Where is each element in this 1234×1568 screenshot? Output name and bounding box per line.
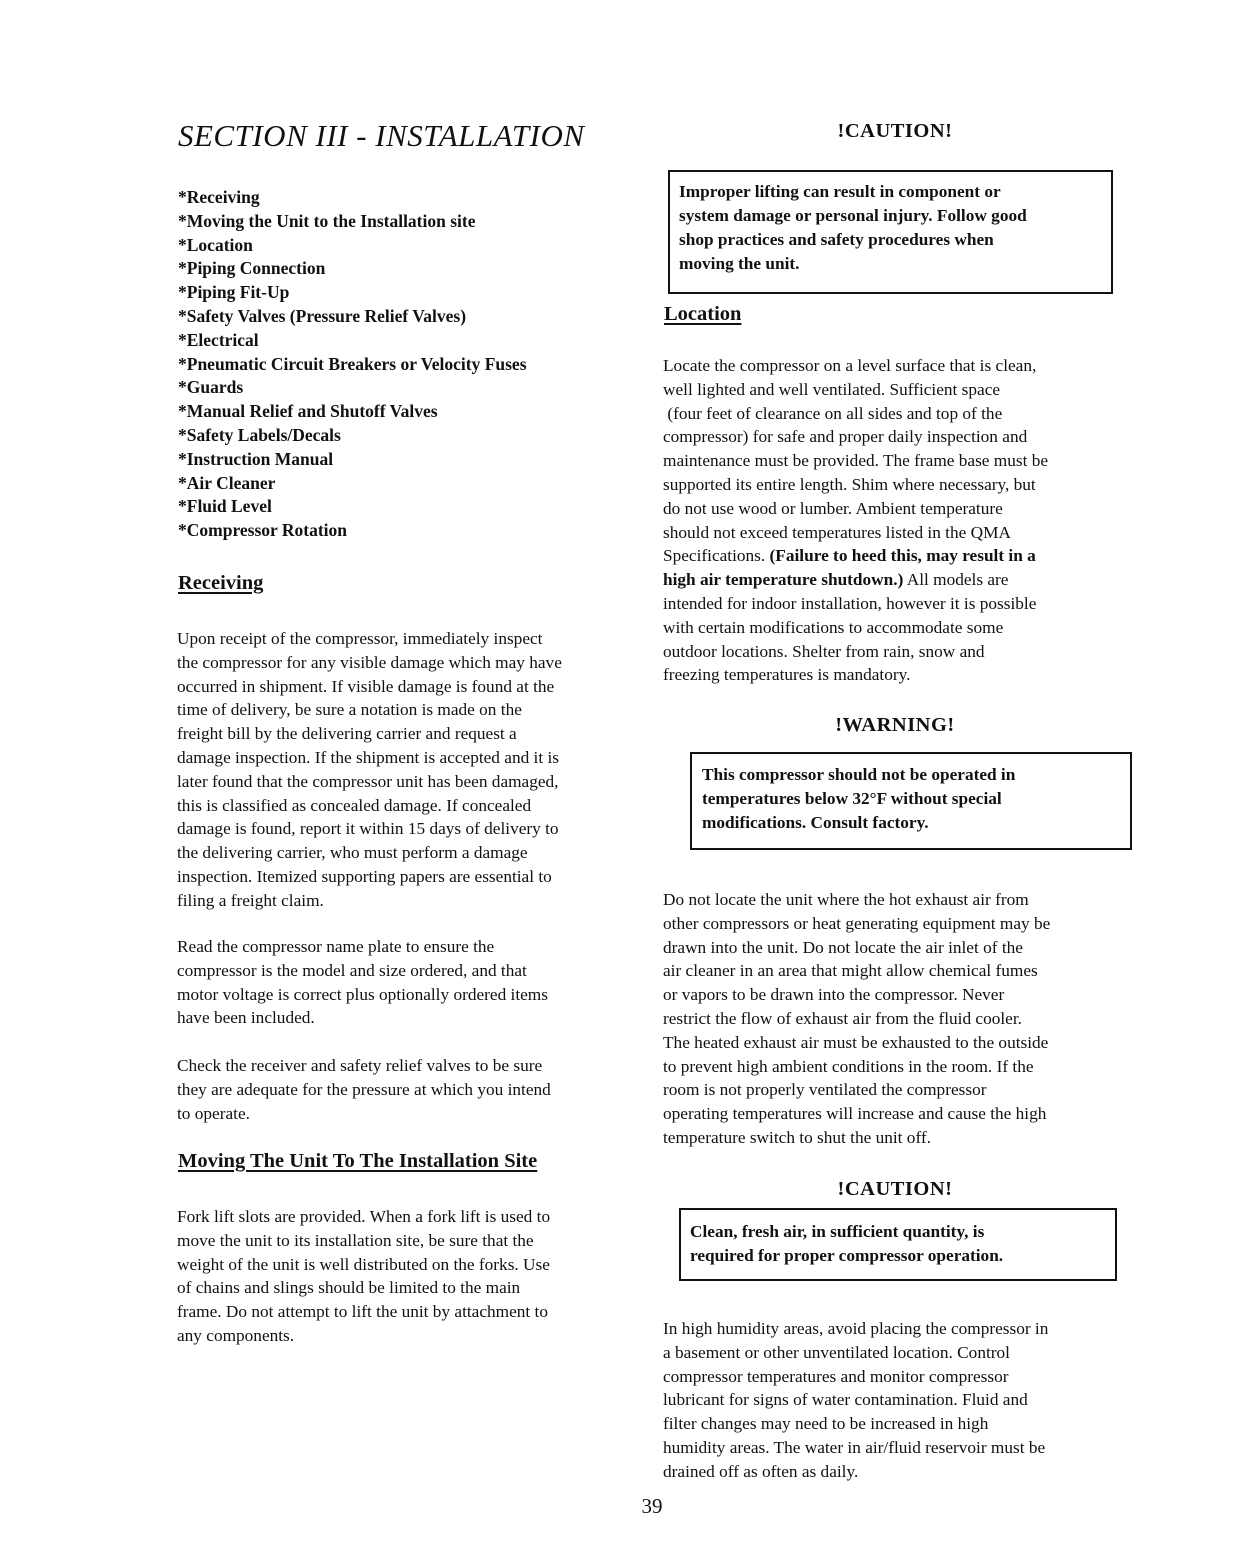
text-line: weight of the unit is well distributed on the forks. Use — [177, 1254, 550, 1274]
text-line: later found that the compressor unit has been damaged, — [177, 771, 559, 791]
text-line: to operate. — [177, 1103, 250, 1123]
text-line: inspection. Itemized supporting papers are essential to — [177, 866, 552, 886]
caution-box — [668, 170, 1113, 294]
text-line: supported its entire length. Shim where necessary, but — [663, 474, 1036, 494]
text-line: (four feet of clearance on all sides and top of the — [663, 403, 1003, 423]
text-run: Specifications. — [663, 546, 770, 566]
section-topics-list — [178, 186, 527, 543]
list-item: *Safety Labels/Decals — [178, 424, 341, 445]
text-line: or vapors to be drawn into the compressor. Never — [663, 985, 1005, 1005]
warning-title: !WARNING! — [835, 714, 955, 736]
text-line — [663, 544, 1048, 568]
caution-text-line: system damage or personal injury. Follow good — [679, 206, 1027, 225]
receiving-heading: Receiving — [178, 572, 264, 594]
list-item: *Piping Connection — [178, 258, 326, 279]
text-line: any components. — [177, 1325, 295, 1345]
caution-box — [679, 1208, 1117, 1281]
text-line: The heated exhaust air must be exhausted to the outside — [663, 1032, 1049, 1052]
list-item: *Compressor Rotation — [178, 520, 348, 541]
list-item: *Location — [178, 234, 253, 255]
text-line: Locate the compressor on a level surface that is clean, — [663, 356, 1037, 375]
text-line: compressor is the model and size ordered, and that — [177, 960, 527, 980]
text-line: filing a freight claim. — [177, 890, 324, 910]
warning-box — [690, 752, 1132, 850]
bold-text-run: (Failure to heed this, may result in a — [769, 546, 1036, 566]
text-line: other compressors or heat generating equipment may be — [663, 913, 1051, 933]
receiving-paragraph-1 — [177, 627, 562, 913]
text-line — [663, 568, 1048, 592]
moving-paragraph — [177, 1205, 550, 1348]
location-heading: Location — [664, 303, 742, 325]
caution-text-line: Improper lifting can result in component or — [679, 182, 1001, 201]
text-line: freight bill by the delivering carrier and request a — [177, 724, 517, 744]
caution-text-line: Clean, fresh air, in sufficient quantity, is — [690, 1222, 985, 1241]
list-item: *Fluid Level — [178, 496, 272, 517]
text-line: move the unit to its installation site, be sure that the — [177, 1230, 534, 1250]
text-line: motor voltage is correct plus optionally ordered items — [177, 984, 548, 1004]
text-line: intended for indoor installation, however it is possible — [663, 593, 1037, 613]
list-item: *Instruction Manual — [178, 448, 334, 469]
text-line: Fork lift slots are provided. When a fork lift is used to — [177, 1207, 551, 1226]
text-line: lubricant for signs of water contamination. Fluid and — [663, 1390, 1028, 1410]
receiving-paragraph-2 — [177, 935, 548, 1030]
warning-text-line: temperatures below 32°F without special — [702, 789, 1002, 808]
text-line: restrict the flow of exhaust air from the fluid cooler. — [663, 1008, 1022, 1028]
text-line: the delivering carrier, who must perform a damage — [177, 843, 528, 863]
warning-text-line: This compressor should not be operated in — [702, 765, 1016, 784]
text-line: they are adequate for the pressure at which you intend — [177, 1079, 551, 1099]
text-line: humidity areas. The water in air/fluid reservoir must be — [663, 1437, 1046, 1457]
text-line: should not exceed temperatures listed in the QMA — [663, 522, 1011, 542]
page-title: SECTION III - INSTALLATION — [178, 118, 585, 153]
location-paragraph-3 — [663, 1317, 1048, 1484]
text-line: frame. Do not attempt to lift the unit by attachment to — [177, 1302, 548, 1322]
text-line: In high humidity areas, avoid placing the compressor in — [663, 1319, 1049, 1338]
text-line: Do not locate the unit where the hot exhaust air from — [663, 890, 1029, 909]
text-line: have been included. — [177, 1008, 315, 1028]
caution-title: !CAUTION! — [837, 1178, 953, 1200]
text-line: time of delivery, be sure a notation is made on the — [177, 700, 522, 720]
list-item: *Electrical — [178, 329, 259, 350]
moving-heading: Moving The Unit To The Installation Site — [178, 1150, 538, 1172]
text-line: compressor temperatures and monitor compressor — [663, 1366, 1009, 1386]
text-line: Upon receipt of the compressor, immediately inspect — [177, 629, 543, 648]
text-line: maintenance must be provided. The frame base must be — [663, 451, 1049, 471]
text-line: to prevent high ambient conditions in the room. If the — [663, 1056, 1034, 1076]
text-line: temperature switch to shut the unit off. — [663, 1127, 931, 1147]
text-line: well lighted and well ventilated. Sufficient space — [663, 379, 1001, 399]
list-item: *Guards — [178, 377, 244, 398]
text-line: filter changes may need to be increased in high — [663, 1414, 989, 1434]
text-line: a basement or other unventilated location. Control — [663, 1342, 1010, 1362]
text-line: damage inspection. If the shipment is accepted and it is — [177, 747, 559, 767]
text-line: operating temperatures will increase and cause the high — [663, 1104, 1047, 1124]
text-line: drained off as often as daily. — [663, 1461, 859, 1481]
location-paragraph-2 — [663, 888, 1050, 1150]
text-line: do not use wood or lumber. Ambient temperature — [663, 498, 1003, 518]
text-line: of chains and slings should be limited to the main — [177, 1278, 521, 1298]
text-line: drawn into the unit. Do not locate the air inlet of the — [663, 937, 1023, 957]
warning-text-line: modifications. Consult factory. — [702, 813, 929, 832]
text-line: the compressor for any visible damage which may have — [177, 652, 562, 672]
list-item: *Manual Relief and Shutoff Valves — [178, 401, 438, 422]
list-item: *Air Cleaner — [178, 472, 276, 493]
text-line: this is classified as concealed damage. If concealed — [177, 795, 532, 815]
location-paragraph-1 — [663, 354, 1048, 687]
caution-text-line: shop practices and safety procedures when — [679, 230, 994, 249]
caution-text-line: moving the unit. — [679, 254, 800, 273]
text-line: Check the receiver and safety relief valves to be sure — [177, 1056, 543, 1075]
caution-title: !CAUTION! — [837, 120, 953, 142]
text-line: Read the compressor name plate to ensure the — [177, 937, 495, 956]
text-line: freezing temperatures is mandatory. — [663, 665, 911, 685]
text-line: compressor) for safe and proper daily inspection and — [663, 427, 1028, 447]
text-line: outdoor locations. Shelter from rain, snow and — [663, 641, 985, 661]
caution-text-line: required for proper compressor operation. — [690, 1246, 1004, 1265]
text-line: occurred in shipment. If visible damage is found at the — [177, 676, 555, 696]
list-item: *Piping Fit-Up — [178, 282, 290, 303]
text-run: All models are — [903, 570, 1009, 590]
list-item: *Moving the Unit to the Installation site — [178, 210, 476, 231]
text-line: damage is found, report it within 15 days of delivery to — [177, 819, 559, 839]
receiving-paragraph-3 — [177, 1054, 551, 1125]
page-number: 39 — [641, 1494, 663, 1518]
text-line: air cleaner in an area that might allow chemical fumes — [663, 961, 1038, 981]
bold-text-run: high air temperature shutdown.) — [663, 570, 904, 590]
text-line: room is not properly ventilated the compressor — [663, 1080, 987, 1100]
list-item: *Receiving — [178, 187, 260, 207]
text-line: with certain modifications to accommodate some — [663, 617, 1004, 637]
list-item: *Safety Valves (Pressure Relief Valves) — [178, 305, 467, 326]
list-item: *Pneumatic Circuit Breakers or Velocity Fuses — [178, 353, 527, 374]
